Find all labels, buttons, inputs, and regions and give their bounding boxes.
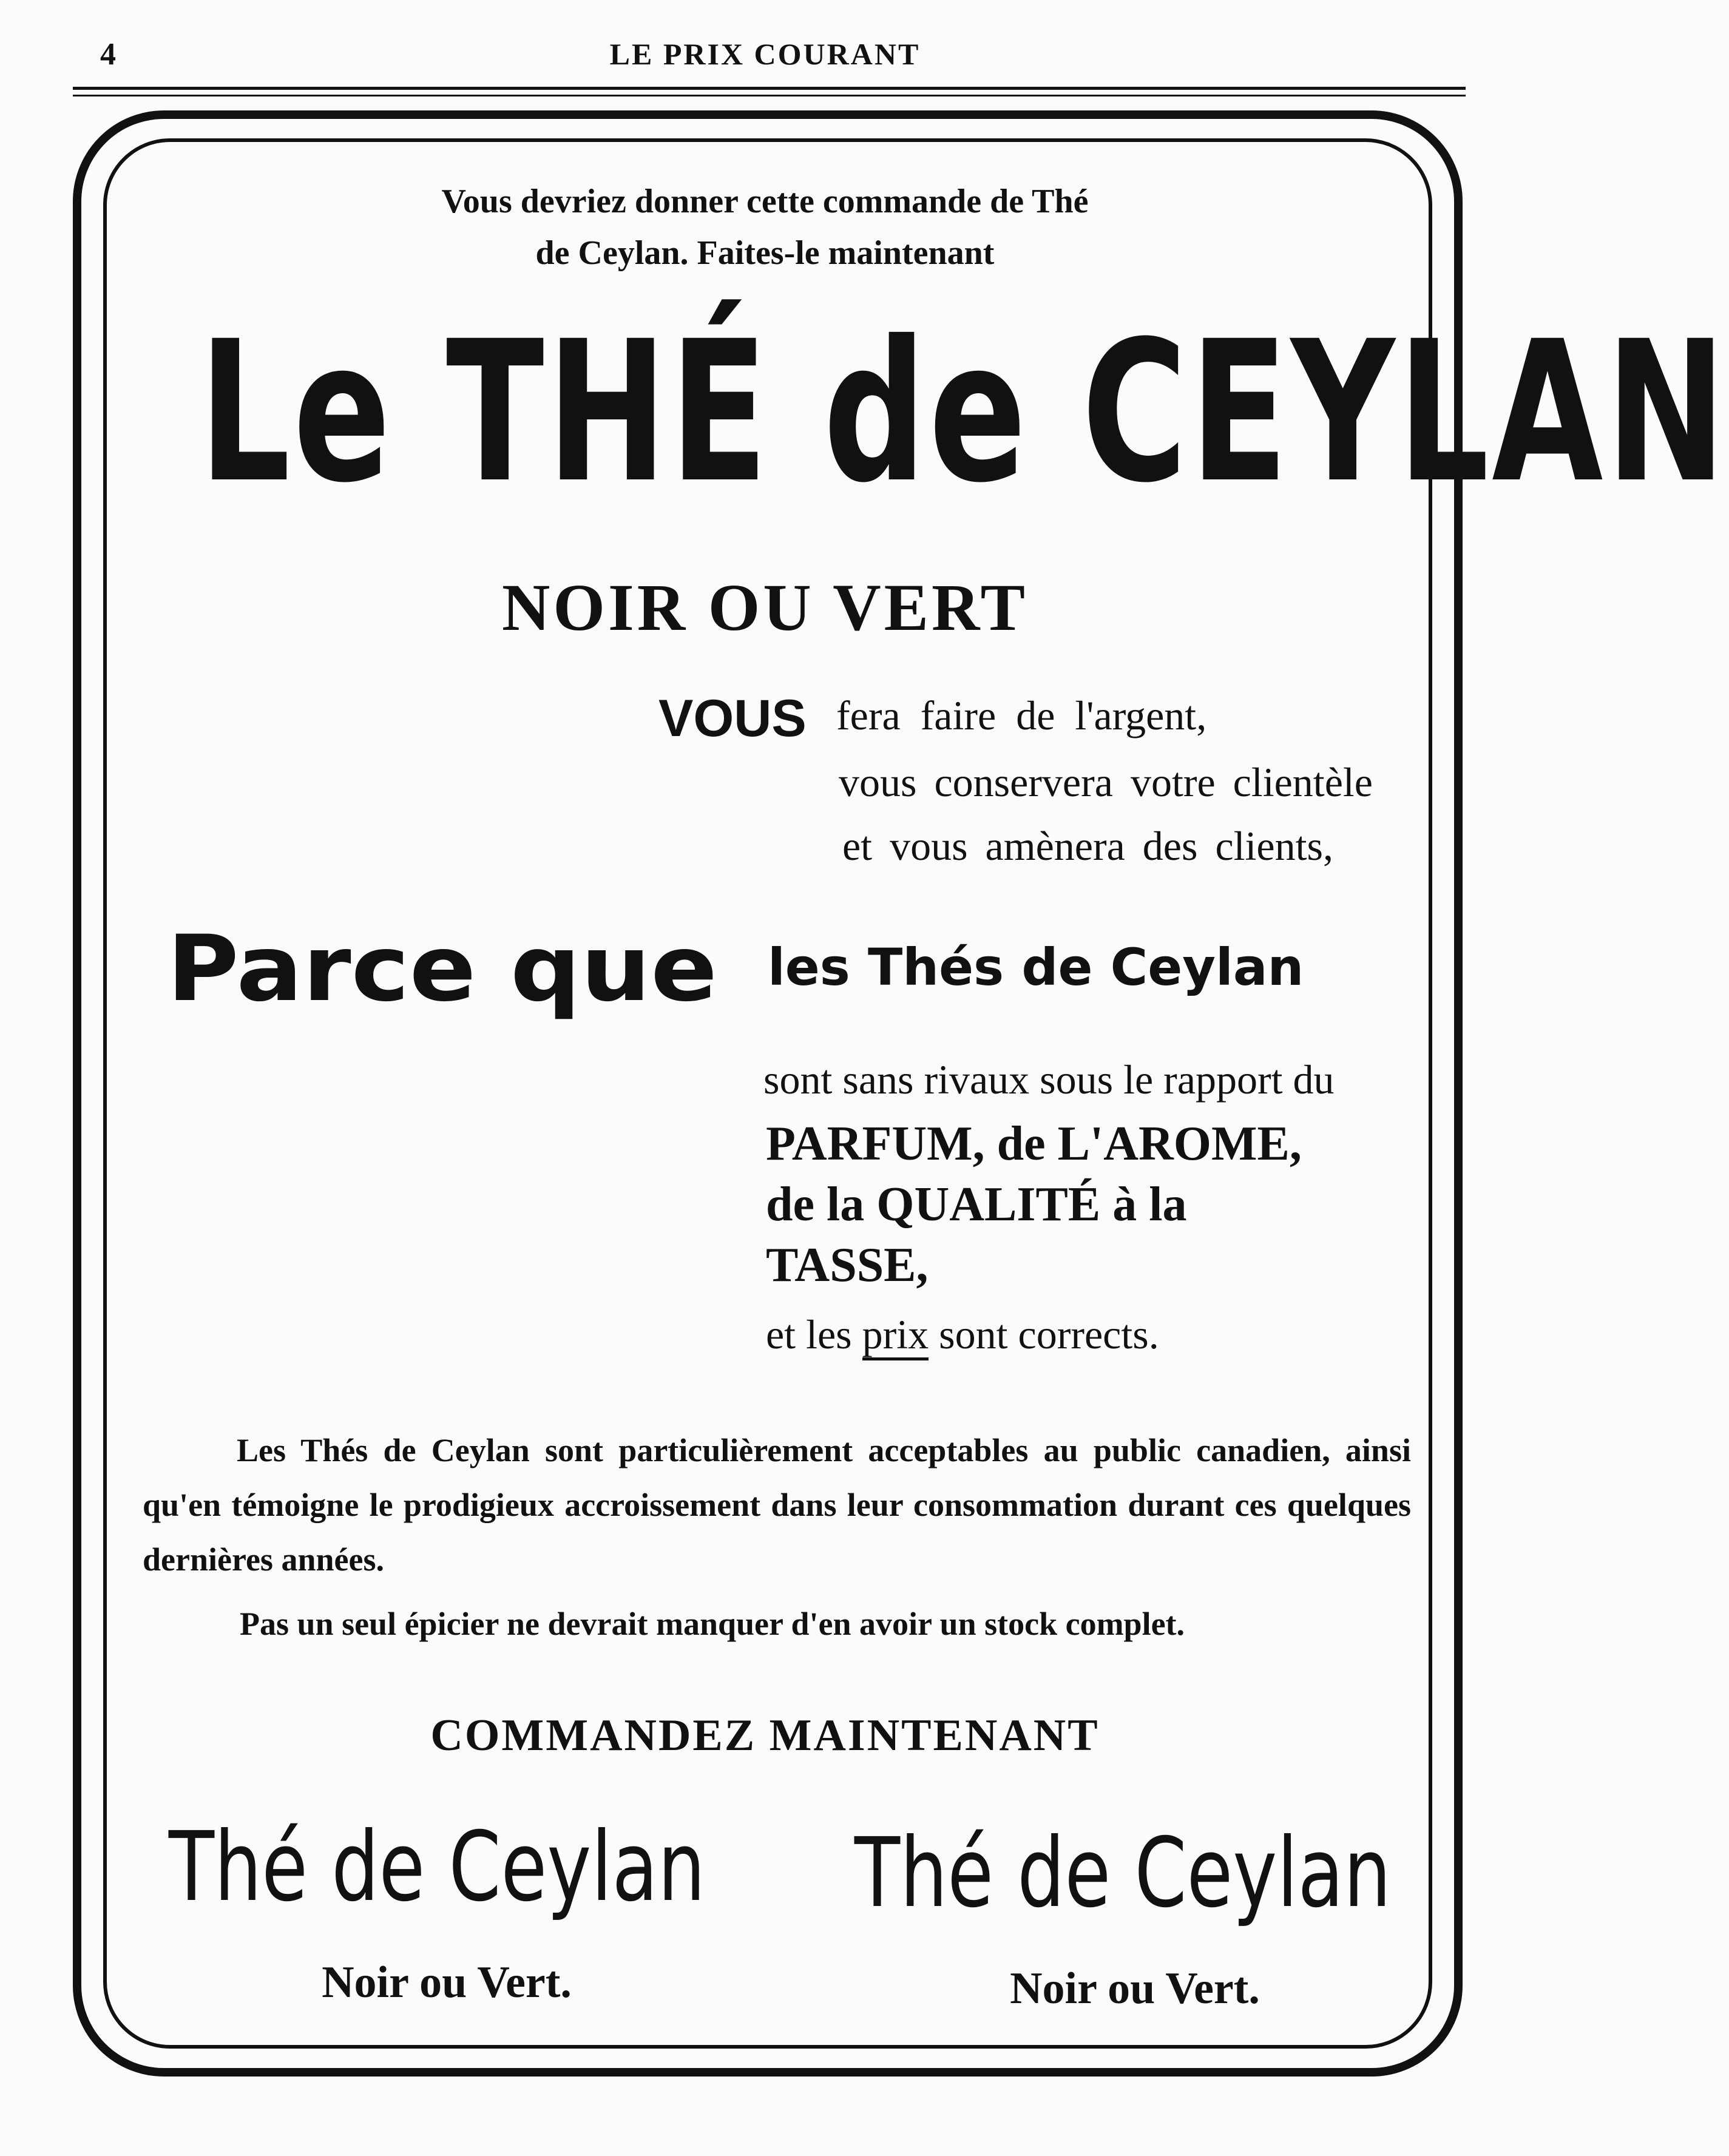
reason-intro: sont sans rivaux sous le rapport du (763, 1056, 1335, 1103)
parce-que-heading: Parce que (167, 916, 718, 1022)
benefit-line: et vous amènera des clients, (842, 823, 1333, 869)
reason-prices-underlined: prix (862, 1311, 929, 1360)
product-subtitle: Noir ou Vert. (1010, 1964, 1260, 2013)
reason-prices-line (766, 1311, 1159, 1359)
page-number: 4 (100, 37, 116, 72)
reason-line: TASSE, (766, 1239, 929, 1292)
vous-word: VOUS (658, 689, 807, 748)
journal-title: LE PRIX COURANT (609, 37, 921, 71)
product-name: Thé de Ceylan (168, 1811, 706, 1923)
intro-line-1: Vous devriez donner cette commande de Thé (441, 183, 1089, 220)
benefit-line: vous conservera votre clientèle (839, 759, 1373, 805)
parce-que-rest: les Thés de Ceylan (768, 938, 1304, 997)
order-call: COMMANDEZ MAINTENANT (430, 1711, 1100, 1760)
reason-line: de la QUALITÉ à la (766, 1178, 1187, 1231)
product-subtitle: Noir ou Vert. (322, 1958, 572, 2007)
header-rule-thin (73, 95, 1466, 96)
reason-prices-before: et les (766, 1311, 852, 1357)
grocer-note: Pas un seul épicier ne devrait manquer d'en avoir un stock complet. (240, 1606, 1185, 1642)
benefit-line: fera faire de l'argent, (836, 692, 1207, 738)
subheadline: NOIR OU VERT (501, 570, 1028, 644)
header-rule-thick (73, 87, 1466, 90)
reason-line: PARFUM, de L'AROME, (766, 1117, 1302, 1171)
headline: Le THÉ de CEYLAN (198, 300, 1729, 525)
reason-prices-after: sont corrects. (939, 1311, 1159, 1357)
intro-line-2: de Ceylan. Faites-le maintenant (535, 234, 995, 272)
product-name: Thé de Ceylan (854, 1817, 1392, 1929)
body-paragraph: Les Thés de Ceylan sont particulièrement acceptables au public canadien, ainsi qu'en témoigne le prodigieux accroissement dans leur consommation durant ces quelques dernières années. (143, 1432, 1411, 1578)
